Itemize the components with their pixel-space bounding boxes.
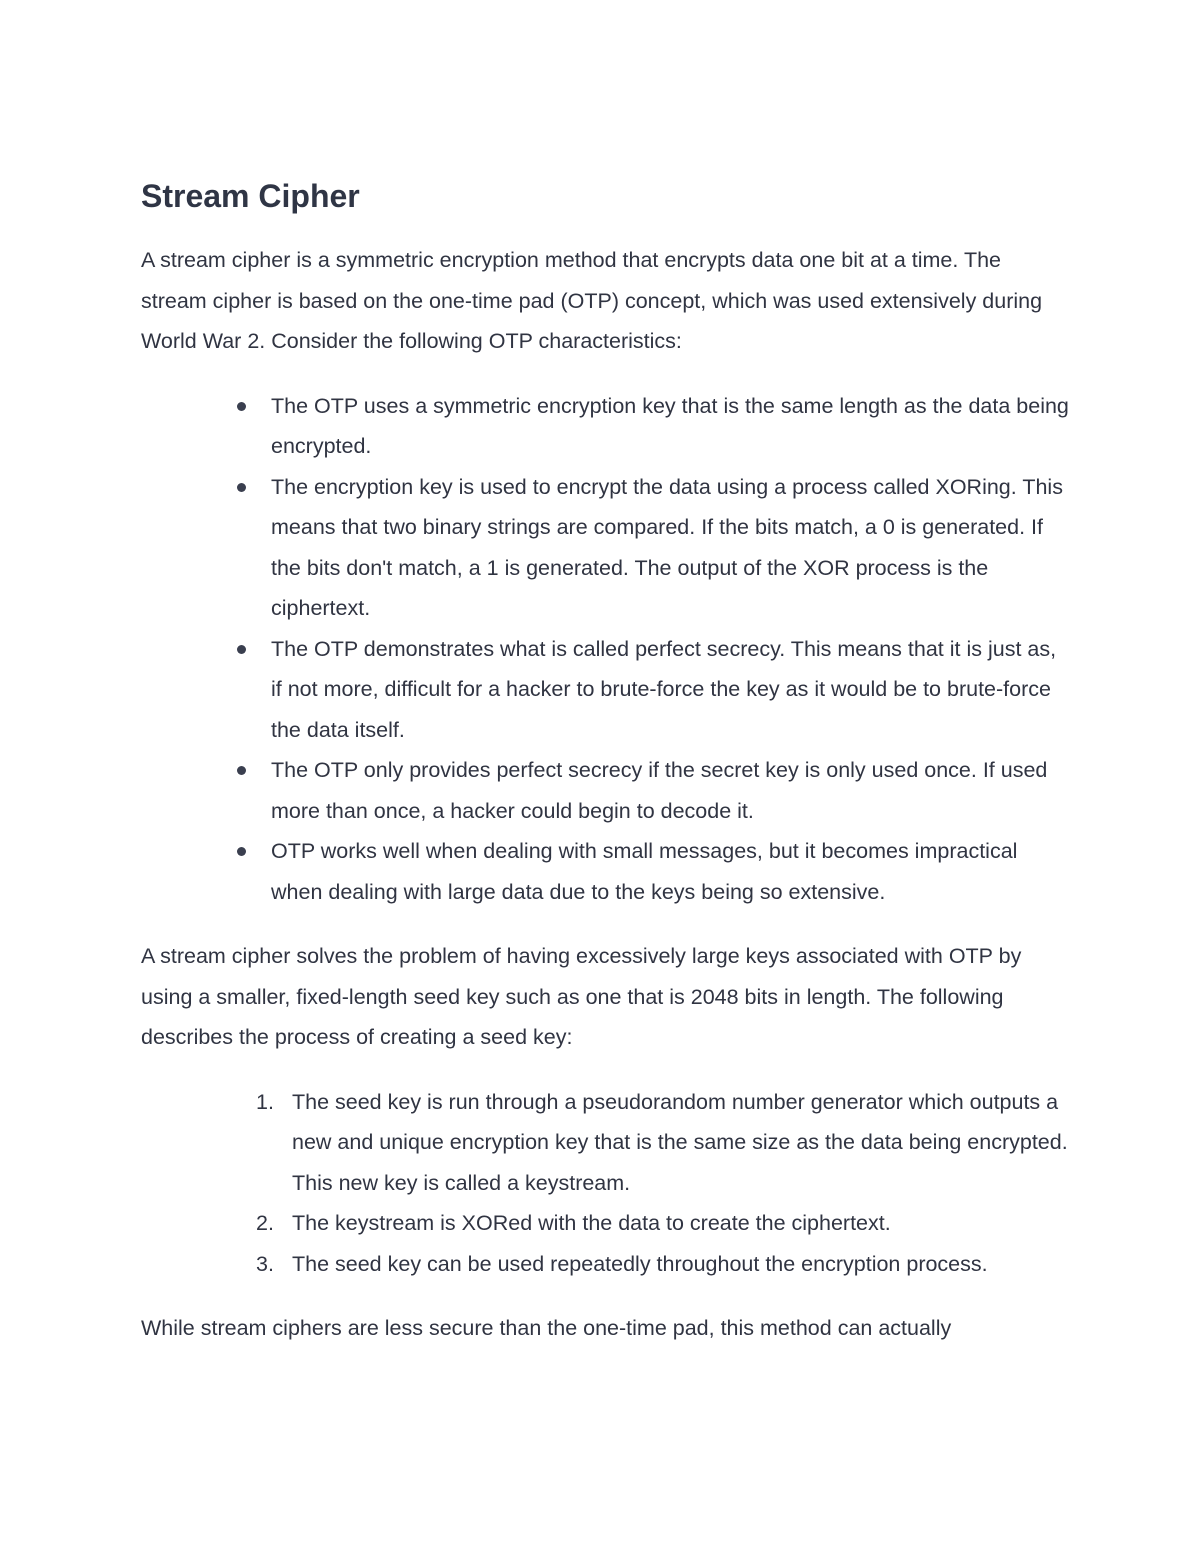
- seed-key-steps-list: [141, 1082, 1071, 1285]
- seed-key-paragraph: A stream cipher solves the problem of having excessively large keys associated with OTP by using a smaller, fixed-length seed key such as one that is 2048 bits in length. The following describes the process of creating a seed key:: [141, 944, 1022, 1049]
- list-item: [256, 1082, 1071, 1204]
- bullet-icon: [237, 483, 246, 492]
- list-item-text: The keystream is XORed with the data to create the ciphertext.: [292, 1211, 891, 1235]
- page-title: Stream Cipher: [141, 178, 360, 214]
- step-number: 1.: [256, 1089, 274, 1114]
- document-page: [141, 178, 1071, 1349]
- list-item: [256, 1203, 1071, 1244]
- list-item: [256, 1244, 1071, 1285]
- list-item-text: The seed key can be used repeatedly throughout the encryption process.: [292, 1251, 988, 1276]
- bullet-icon: [237, 766, 246, 775]
- list-item: [271, 831, 1071, 912]
- list-item-text: OTP works well when dealing with small messages, but it becomes impractical when dealing with large data due to the keys being so extensive.: [271, 839, 1018, 904]
- list-item: [271, 386, 1071, 467]
- bullet-icon: [237, 847, 246, 856]
- list-item-text: The seed key is run through a pseudorandom number generator which outputs a new and unique encryption key that is the same size as the data being encrypted. This new key is called a keystream.: [292, 1089, 1068, 1195]
- list-item: [271, 629, 1071, 751]
- otp-characteristics-list: [141, 386, 1071, 913]
- step-number: 3.: [256, 1251, 274, 1276]
- bullet-icon: [237, 645, 246, 654]
- list-item-text: The OTP demonstrates what is called perfect secrecy. This means that it is just as, if not more, difficult for a hacker to brute-force the key as it would be to brute-force the data itself.: [271, 636, 1057, 742]
- intro-paragraph: A stream cipher is a symmetric encryption method that encrypts data one bit at a time. The stream cipher is based on the one-time pad (OTP) concept, which was used extensively during World War 2. Consider the following OTP characteristics:: [141, 248, 1043, 353]
- list-item-text: The OTP only provides perfect secrecy if the secret key is only used once. If used more than once, a hacker could begin to decode it.: [271, 758, 1048, 823]
- step-number: 2.: [256, 1211, 274, 1235]
- list-item-text: The encryption key is used to encrypt the data using a process called XORing. This means that two binary strings are compared. If the bits match, a 0 is generated. If the bits don't match, a 1 is generated. The output of the XOR process is the ciphertext.: [271, 474, 1063, 620]
- list-item: [271, 467, 1071, 629]
- list-item-text: The OTP uses a symmetric encryption key that is the same length as the data being encrypted.: [271, 393, 1069, 458]
- list-item: [271, 750, 1071, 831]
- closing-paragraph: While stream ciphers are less secure than the one-time pad, this method can actually: [141, 1316, 952, 1340]
- bullet-icon: [237, 402, 246, 411]
